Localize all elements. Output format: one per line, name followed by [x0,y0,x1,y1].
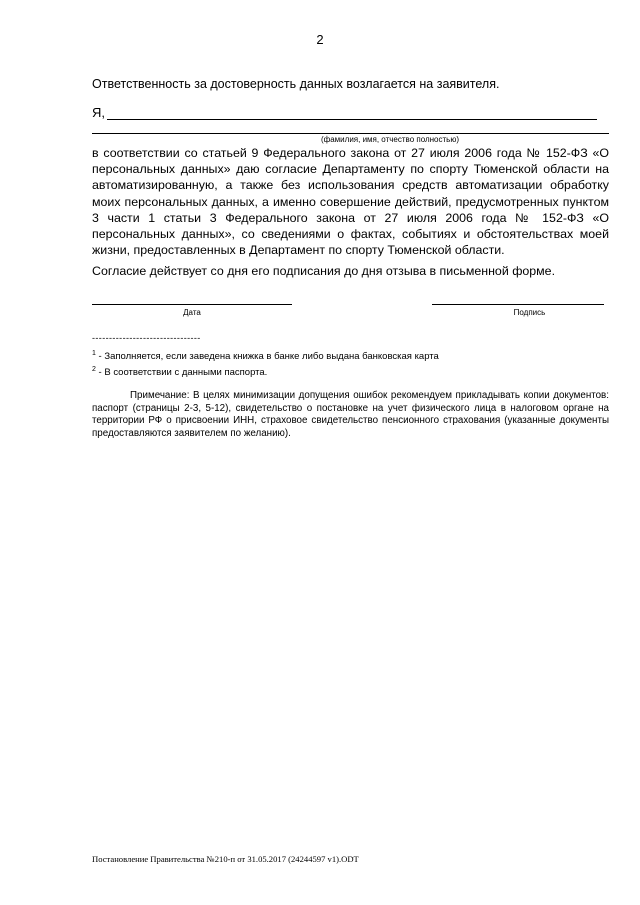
ya-label: Я, [92,105,105,120]
footnote-text: - Заполняется, если заведена книжка в банке либо выдана банковская карта [95,351,439,362]
footnote-mark: 1 [92,350,96,357]
signature-caption: Подпись [513,308,546,317]
footnote-text: - В соответствии с данными паспорта. [95,367,268,378]
date-caption: Дата [183,308,201,317]
responsibility-statement: Ответственность за достоверность данных возлагается на заявителя. [92,77,500,91]
document-footer: Постановление Правительства №210-п от 31.05.2017 (24244597 v1).ODT [92,854,359,864]
fio-caption: (фамилия, имя, отчество полностью) [320,135,459,144]
footnote-2 [92,366,267,378]
validity-statement: Согласие действует со дня его подписания до дня отзыва в письменной форме. [92,264,556,278]
footnote-mark: 2 [92,366,96,373]
date-entry-line[interactable] [92,304,292,305]
footnote-separator: -------------------------------- [92,333,201,343]
page-number: 2 [316,32,324,47]
signature-entry-line[interactable] [432,304,604,305]
footnote-1 [92,350,439,362]
fio-entry-line[interactable] [107,119,597,120]
consent-paragraph: в соответствии со статьей 9 Федерального закона от 27 июля 2006 года № 152-ФЗ «О персональных данных» даю согласие Департаменту по спорту Тюменской области на автоматизированную, а также без использования средств автоматизации обработку моих персональных данных, а именно совершение действий, предусмотренных пунктом 3 части 1 статьи 3 Федерального закона от 27 июля 2006 года № 152-ФЗ «О персональных данных», со сведениями о фактах, событиях и обстоятельствах моей жизни, предоставленных в Департамент по спорту Тюменской области. [92,146,609,258]
note-paragraph: Примечание: В целях минимизации допущения ошибок рекомендуем прикладывать копии документов: паспорт (страницы 2-3, 5-12), свидетельство о постановке на учет физического лица в налоговом органе на территории РФ о присвоении ИНН, страховое свидетельство пенсионного страхования (указанные документы предоставляются заявителем по желанию). [92,390,609,439]
fio-entry-line-continued[interactable] [92,133,609,134]
